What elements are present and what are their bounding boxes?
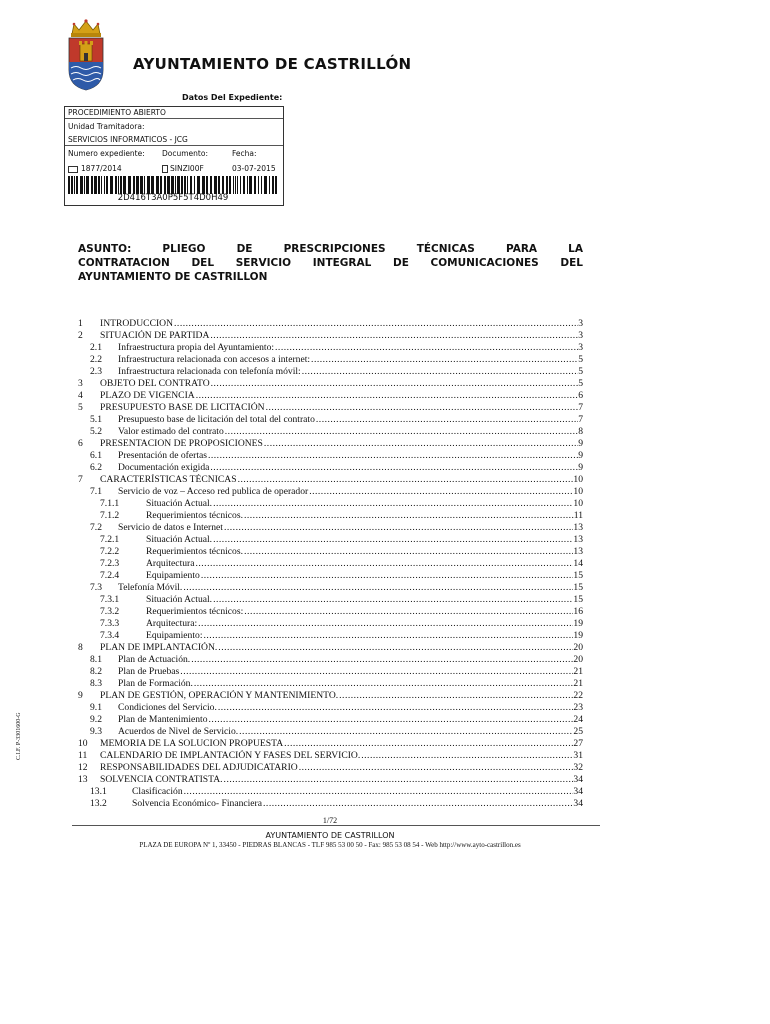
- toc-entry-page: 19: [573, 618, 583, 629]
- toc-entry[interactable]: [78, 498, 583, 510]
- toc-entry-number: 8.1: [90, 654, 102, 665]
- document-value-wrap: [162, 163, 204, 175]
- toc-entry-page: 21: [573, 666, 583, 677]
- toc-entry-page: 9: [578, 462, 583, 473]
- toc-entry-page: 27: [573, 738, 583, 749]
- toc-leader-dots: [264, 438, 578, 450]
- toc-entry[interactable]: [78, 582, 583, 594]
- toc-entry-number: 9.1: [90, 702, 102, 713]
- toc-entry-title: PLAN DE GESTIÓN, OPERACIÓN Y MANTENIMIENTO.: [100, 690, 339, 701]
- footer-divider: [72, 825, 600, 826]
- toc-entry[interactable]: [78, 486, 583, 498]
- toc-leader-dots: [195, 558, 573, 570]
- toc-leader-dots: [299, 762, 574, 774]
- toc-entry-title: Solvencia Económico- Financiera: [132, 798, 263, 809]
- toc-entry[interactable]: [78, 666, 583, 678]
- organization-title: AYUNTAMIENTO DE CASTRILLÓN: [133, 55, 412, 73]
- toc-leader-dots: [244, 606, 573, 618]
- toc-entry-page: 10: [573, 498, 583, 509]
- toc-entry-page: 24: [573, 714, 583, 725]
- toc-entry[interactable]: [78, 786, 583, 798]
- toc-leader-dots: [208, 450, 578, 462]
- toc-entry-title: Telefonía Móvil.: [118, 582, 183, 593]
- toc-entry-page: 15: [573, 570, 583, 581]
- toc-entry-number: 6.2: [90, 462, 102, 473]
- toc-entry-title: Clasificación: [132, 786, 183, 797]
- toc-entry-number: 8: [78, 642, 83, 653]
- toc-entry[interactable]: [78, 390, 583, 402]
- toc-entry-number: 7.3.3: [100, 618, 120, 629]
- toc-entry-number: 7.1: [90, 486, 102, 497]
- toc-entry[interactable]: [78, 450, 583, 462]
- toc-leader-dots: [213, 594, 573, 606]
- toc-leader-dots: [210, 330, 578, 342]
- toc-leader-dots: [224, 522, 573, 534]
- toc-entry[interactable]: [78, 438, 583, 450]
- barcode-image: [67, 176, 279, 194]
- toc-entry-number: 4: [78, 390, 83, 401]
- toc-leader-dots: [284, 738, 573, 750]
- toc-entry-number: 9: [78, 690, 83, 701]
- toc-entry-page: 13: [573, 546, 583, 557]
- toc-leader-dots: [239, 726, 573, 738]
- toc-entry-title: Valor estimado del contrato: [118, 426, 224, 437]
- toc-entry-page: 34: [573, 798, 583, 809]
- toc-leader-dots: [209, 714, 574, 726]
- toc-entry-page: 5: [578, 354, 583, 365]
- toc-leader-dots: [201, 570, 574, 582]
- toc-leader-dots: [196, 390, 579, 402]
- toc-entry-title: OBJETO DEL CONTRATO: [100, 378, 210, 389]
- barcode-text: 2D416T3A0P5F5T4D0H49: [117, 193, 229, 203]
- toc-entry-number: 3: [78, 378, 83, 389]
- toc-entry-title: Infraestructura relacionada con accesos a internet:: [118, 354, 311, 365]
- toc-entry-page: 13: [573, 522, 583, 533]
- toc-entry-page: 5: [578, 378, 583, 389]
- toc-entry-page: 25: [573, 726, 583, 737]
- toc-entry-page: 16: [573, 606, 583, 617]
- toc-entry-title: Requerimientos técnicos.: [146, 546, 243, 557]
- document-label: Documento:: [162, 149, 208, 158]
- toc-leader-dots: [238, 474, 574, 486]
- toc-entry-title: PLAN DE IMPLANTACIÓN.: [100, 642, 218, 653]
- toc-entry-page: 14: [573, 558, 583, 569]
- toc-entry[interactable]: [78, 678, 583, 690]
- toc-entry[interactable]: [78, 738, 583, 750]
- toc-entry[interactable]: [78, 354, 583, 366]
- toc-leader-dots: [213, 534, 573, 546]
- toc-leader-dots: [174, 318, 578, 330]
- toc-entry-number: 6.1: [90, 450, 102, 461]
- toc-entry-page: 3: [578, 318, 583, 329]
- toc-entry-page: 20: [573, 654, 583, 665]
- toc-entry[interactable]: [78, 366, 583, 378]
- toc-entry-title: Requerimientos técnicos:: [146, 606, 244, 617]
- toc-leader-dots: [211, 378, 579, 390]
- date-label: Fecha:: [232, 149, 257, 158]
- toc-entry-number: 7.2.1: [100, 534, 120, 545]
- toc-entry-title: Plan de Mantenimiento: [118, 714, 208, 725]
- toc-entry-title: PLAZO DE VIGENCIA: [100, 390, 195, 401]
- toc-entry-number: 11: [78, 750, 88, 761]
- toc-entry-page: 9: [578, 450, 583, 461]
- toc-entry[interactable]: [78, 690, 583, 702]
- document-value: SINZI00F: [170, 164, 204, 173]
- toc-entry-page: 10: [573, 486, 583, 497]
- toc-entry[interactable]: [78, 714, 583, 726]
- toc-entry-title: Plan de Pruebas: [118, 666, 180, 677]
- toc-entry-title: Situación Actual.: [146, 594, 213, 605]
- toc-entry-page: 23: [573, 702, 583, 713]
- toc-entry-number: 12: [78, 762, 88, 773]
- toc-leader-dots: [180, 666, 573, 678]
- toc-entry-title: Presupuesto base de licitación del total del contrato: [118, 414, 315, 425]
- toc-entry-title: CARACTERÍSTICAS TÉCNICAS: [100, 474, 237, 485]
- toc-entry[interactable]: [78, 342, 583, 354]
- toc-entry-title: Acuerdos de Nivel de Servicio.: [118, 726, 239, 737]
- toc-entry-page: 22: [573, 690, 583, 701]
- toc-entry-page: 15: [573, 594, 583, 605]
- toc-entry[interactable]: [78, 534, 583, 546]
- toc-entry-title: Equipamiento: [146, 570, 200, 581]
- toc-entry-page: 32: [573, 762, 583, 773]
- expediente-barcode: [67, 176, 279, 204]
- toc-entry[interactable]: [78, 462, 583, 474]
- toc-entry-number: 5.2: [90, 426, 102, 437]
- toc-entry-number: 2: [78, 330, 83, 341]
- procedure-type: PROCEDIMIENTO ABIERTO: [65, 107, 283, 119]
- toc-leader-dots: [316, 414, 578, 426]
- toc-entry-page: 31: [573, 750, 583, 761]
- toc-entry[interactable]: [78, 414, 583, 426]
- toc-entry-title: CALENDARIO DE IMPLANTACIÓN Y FASES DEL SERVICIO.: [100, 750, 361, 761]
- subject-line-1: ASUNTO: PLIEGO DE PRESCRIPCIONES TÉCNICAS PARA LA: [78, 243, 583, 255]
- toc-entry-page: 9: [578, 438, 583, 449]
- toc-leader-dots: [224, 774, 574, 786]
- toc-entry-number: 7.3.1: [100, 594, 120, 605]
- toc-entry-title: RESPONSABILIDADES DEL ADJUDICATARIO: [100, 762, 298, 773]
- unit-value: SERVICIOS INFORMATICOS - JCG: [65, 134, 283, 146]
- toc-entry-title: Plan de Actuación.: [118, 654, 191, 665]
- toc-entry-number: 13: [78, 774, 88, 785]
- toc-leader-dots: [311, 354, 578, 366]
- expediente-labels-row: [65, 148, 283, 160]
- toc-entry-number: 8.3: [90, 678, 102, 689]
- toc-entry-page: 8: [578, 426, 583, 437]
- toc-entry-number: 7.1.2: [100, 510, 120, 521]
- folder-icon: [68, 166, 78, 173]
- toc-entry-title: Infraestructura propia del Ayuntamiento:: [118, 342, 275, 353]
- toc-entry-number: 7.2: [90, 522, 102, 533]
- footer-address: PLAZA DE EUROPA Nº 1, 33450 - PIEDRAS BLANCAS - TLF 985 53 00 50 - Fax: 985 53 08 54 - Web http://www.ayto-castrillon.es: [139, 841, 521, 849]
- toc-entry-title: Requerimientos técnicos.: [146, 510, 243, 521]
- toc-entry-title: MEMORIA DE LA SOLUCION PROPUESTA: [100, 738, 284, 749]
- toc-entry-page: 3: [578, 330, 583, 341]
- toc-entry[interactable]: [78, 546, 583, 558]
- toc-entry-title: PRESUPUESTO BASE DE LICITACIÓN: [100, 402, 265, 413]
- toc-entry-number: 2.3: [90, 366, 102, 377]
- toc-entry-page: 20: [573, 642, 583, 653]
- toc-leader-dots: [204, 630, 574, 642]
- toc-entry-title: Infraestructura relacionada con telefonía móvil:: [118, 366, 301, 377]
- toc-entry[interactable]: [78, 798, 583, 810]
- toc-leader-dots: [225, 426, 578, 438]
- toc-leader-dots: [263, 798, 573, 810]
- expediente-heading: Datos Del Expediente:: [182, 93, 283, 102]
- toc-entry-number: 7.2.2: [100, 546, 120, 557]
- toc-entry-number: 5.1: [90, 414, 102, 425]
- toc-entry-title: PRESENTACION DE PROPOSICIONES: [100, 438, 263, 449]
- toc-leader-dots: [191, 654, 573, 666]
- unit-label: Unidad Tramitadora:: [68, 122, 145, 131]
- toc-entry-page: 13: [573, 534, 583, 545]
- page-number: 1/72: [322, 816, 338, 825]
- toc-entry-number: 6: [78, 438, 83, 449]
- toc-entry[interactable]: [78, 618, 583, 630]
- coat-of-arms-logo: [66, 18, 106, 92]
- toc-entry-title: INTRODUCCION: [100, 318, 174, 329]
- toc-entry-title: Servicio de datos e Internet: [118, 522, 223, 533]
- toc-entry-page: 7: [578, 402, 583, 413]
- toc-entry-page: 21: [573, 678, 583, 689]
- toc-entry[interactable]: [78, 702, 583, 714]
- toc-entry-page: 6: [578, 390, 583, 401]
- toc-entry[interactable]: [78, 558, 583, 570]
- toc-entry-title: Documentación exigida: [118, 462, 210, 473]
- toc-entry-page: 15: [573, 582, 583, 593]
- toc-leader-dots: [213, 498, 573, 510]
- toc-entry[interactable]: [78, 378, 583, 390]
- toc-entry-page: 5: [578, 366, 583, 377]
- toc-entry-number: 2.2: [90, 354, 102, 365]
- toc-entry[interactable]: [78, 726, 583, 738]
- toc-entry[interactable]: [78, 774, 583, 786]
- toc-entry[interactable]: [78, 654, 583, 666]
- toc-leader-dots: [275, 342, 578, 354]
- toc-leader-dots: [244, 546, 573, 558]
- document-icon: [162, 165, 168, 173]
- toc-entry-number: 7.2.4: [100, 570, 120, 581]
- toc-entry-number: 8.2: [90, 666, 102, 677]
- toc-entry[interactable]: [78, 750, 583, 762]
- toc-leader-dots: [218, 642, 573, 654]
- document-subject: [78, 242, 583, 284]
- toc-entry[interactable]: [78, 402, 583, 414]
- subject-line-3: AYUNTAMIENTO DE CASTRILLON: [78, 271, 268, 283]
- date-value: 03-07-2015: [232, 164, 276, 173]
- toc-entry-title: Condiciones del Servicio.: [118, 702, 217, 713]
- side-cif-text: C.I.F. P-3301600-G: [16, 712, 22, 760]
- toc-entry-title: Situación Actual.: [146, 498, 213, 509]
- toc-entry-title: Arquitectura:: [146, 618, 198, 629]
- toc-entry-number: 9.2: [90, 714, 102, 725]
- toc-entry[interactable]: [78, 510, 583, 522]
- toc-entry-title: Servicio de voz – Acceso red publica de operador: [118, 486, 309, 497]
- toc-leader-dots: [244, 510, 574, 522]
- toc-entry-number: 5: [78, 402, 83, 413]
- toc-entry-title: SOLVENCIA CONTRATISTA.: [100, 774, 223, 785]
- toc-entry-page: 7: [578, 414, 583, 425]
- toc-entry[interactable]: [78, 318, 583, 330]
- toc-leader-dots: [210, 462, 578, 474]
- toc-entry-number: 7.3.2: [100, 606, 120, 617]
- toc-entry-number: 7: [78, 474, 83, 485]
- toc-entry[interactable]: [78, 630, 583, 642]
- toc-entry-number: 10: [78, 738, 88, 749]
- toc-entry-page: 34: [573, 774, 583, 785]
- toc-leader-dots: [339, 690, 573, 702]
- toc-leader-dots: [184, 786, 574, 798]
- toc-entry-title: Presentación de ofertas: [118, 450, 207, 461]
- toc-entry[interactable]: [78, 426, 583, 438]
- toc-leader-dots: [183, 582, 573, 594]
- toc-leader-dots: [218, 702, 574, 714]
- toc-leader-dots: [361, 750, 573, 762]
- number-value: 1877/2014: [81, 164, 122, 173]
- toc-entry-number: 1: [78, 318, 83, 329]
- footer-organization: AYUNTAMIENTO DE CASTRILLON: [265, 831, 395, 840]
- toc-entry[interactable]: [78, 762, 583, 774]
- toc-entry[interactable]: [78, 522, 583, 534]
- toc-entry-title: Plan de Formación.: [118, 678, 193, 689]
- toc-entry[interactable]: [78, 570, 583, 582]
- toc-entry[interactable]: [78, 330, 583, 342]
- toc-entry-number: 9.3: [90, 726, 102, 737]
- toc-entry-number: 7.3.4: [100, 630, 120, 641]
- toc-entry-title: Arquitectura: [146, 558, 195, 569]
- toc-entry-page: 10: [573, 474, 583, 485]
- toc-entry[interactable]: [78, 606, 583, 618]
- toc-entry[interactable]: [78, 594, 583, 606]
- toc-entry-number: 13.2: [90, 798, 107, 809]
- toc-entry-title: Situación Actual.: [146, 534, 213, 545]
- toc-leader-dots: [309, 486, 573, 498]
- toc-entry[interactable]: [78, 642, 583, 654]
- toc-entry-number: 7.2.3: [100, 558, 120, 569]
- toc-entry[interactable]: [78, 474, 583, 486]
- toc-leader-dots: [266, 402, 579, 414]
- toc-entry-page: 34: [573, 786, 583, 797]
- toc-entry-title: Equipamiento:: [146, 630, 203, 641]
- toc-entry-number: 2.1: [90, 342, 102, 353]
- toc-leader-dots: [302, 366, 578, 378]
- expediente-values-row: [65, 163, 283, 175]
- toc-entry-number: 13.1: [90, 786, 107, 797]
- toc-leader-dots: [198, 618, 573, 630]
- number-label: Numero expediente:: [68, 149, 145, 158]
- toc-entry-number: 7.1.1: [100, 498, 120, 509]
- toc-leader-dots: [194, 678, 574, 690]
- toc-entry-number: 7.3: [90, 582, 102, 593]
- toc-entry-page: 19: [573, 630, 583, 641]
- toc-entry-page: 3: [578, 342, 583, 353]
- toc-entry-page: 11: [573, 510, 583, 521]
- toc-entry-title: SITUACIÓN DE PARTIDA: [100, 330, 210, 341]
- subject-line-2: CONTRATACION DEL SERVICIO INTEGRAL DE COMUNICACIONES DEL: [78, 257, 583, 269]
